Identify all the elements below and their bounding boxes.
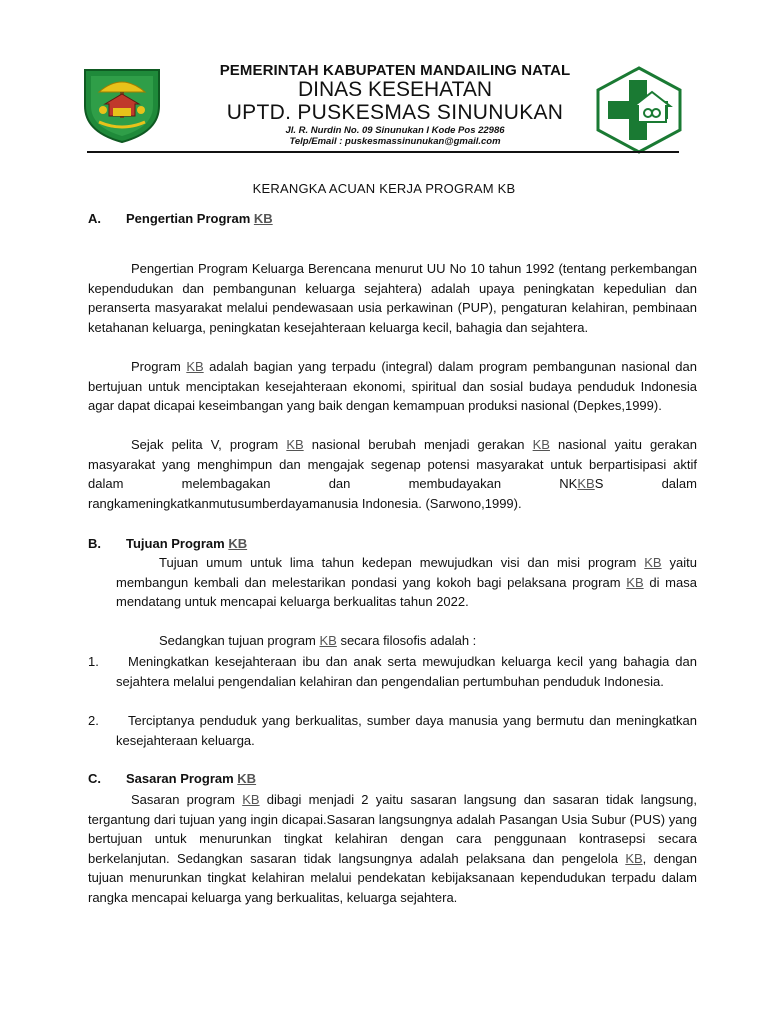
section-b-heading: B. Tujuan Program KB xyxy=(88,536,248,551)
header-institution: UPTD. PUSKESMAS SINUNUKAN xyxy=(226,101,564,124)
kb-link[interactable]: KB xyxy=(625,850,643,866)
mandailing-natal-crest-icon xyxy=(81,66,163,144)
section-a-paragraph-1: Pengertian Program Keluarga Berencana menurut UU No 10 tahun 1992 (tentang perkembangan kependudukan dan pembangunan keluarga sejahtera) adalah upaya peningkatan kepedulian dan peranserta masyarakat melalui pendewasaan usia perkawinan (PUP), pengaturan kelahiran, pembinaan ketahanan keluarga, peningkatan kesejahteraan keluarga kecil, bahagia dan sejahtera. xyxy=(88,261,697,335)
list-item: 1. Meningkatkan kesejahteraan ibu dan anak serta mewujudkan keluarga kecil yang bahagia dan sejahtera melalui pengendalian kelahiran dan pengendalian pertumbuhan penduduk Indonesia. xyxy=(88,654,697,689)
kb-link[interactable]: KB xyxy=(253,211,273,226)
kb-link[interactable]: KB xyxy=(644,555,662,570)
kb-link[interactable]: KB xyxy=(286,437,304,452)
kb-link[interactable]: KB xyxy=(228,536,248,551)
list-item: 2. Terciptanya penduduk yang berkualitas, sumber daya manusia yang bermutu dan meningkatkan kesejahteraan keluarga. xyxy=(88,713,697,748)
section-b-paragraph-2: Sedangkan tujuan program KB secara filosofis adalah : xyxy=(159,633,477,648)
section-a-paragraph-3: Sejak pelita V, program KB nasional berubah menjadi gerakan KB nasional yaitu gerakan masyarakat yang menghimpun dan mengajak segenap potensi masyarakat untuk berpartisipasi aktif dalam melembagakan dan membudayakan NKKBS dalam rangkameningkatkanmutusumberdayamanusia Indonesia. (Sarwono,1999). xyxy=(88,437,697,511)
header-contact: Telp/Email : puskesmassinunukan@gmail.com xyxy=(289,136,501,147)
kb-link[interactable]: KB xyxy=(319,633,337,648)
section-c-paragraph-1: Sasaran program KB dibagi menjadi 2 yaitu sasaran langsung dan sasaran tidak langsung, tergantung dari tujuan yang ingin dicapai.Sasaran langsungnya adalah Pasangan Usia Subur (PUS) yang bertujuan untuk menurunkan tingkat kelahiran dengan cara penggunaan kontrasepsi secara berkelanjutan. Sedangkan sasaran tidak langsungnya adalah pelaksana dan pengelola KB, dengan tujuan menurunkan tingkat kelahiran melalui pendekatan kebijaksanaan kependudukan terpadu dalam rangka mencapai keluarga yang berkualitas, keluarga sejahtera. xyxy=(88,792,697,905)
section-a-heading: A. Pengertian Program KB xyxy=(88,211,273,226)
section-c-heading: C. Sasaran Program KB xyxy=(88,771,257,786)
kb-link[interactable]: KB xyxy=(186,359,204,374)
document-title: KERANGKA ACUAN KERJA PROGRAM KB xyxy=(252,181,516,196)
section-b-paragraph-1: Tujuan umum untuk lima tahun kedepan mewujudkan visi dan misi program KB yaitu membangun kembali dan melestarikan pondasi yang kokoh bagi pelaksana program KB di masa mendatang untuk mencapai keluarga berkualitas tahun 2022. xyxy=(116,555,697,609)
section-a-paragraph-2: Program KB adalah bagian yang terpadu (integral) dalam program pembangunan nasional dan bertujuan untuk menciptakan kesejahteraan ekonomi, spiritual dan sosial budaya penduduk Indonesia agar dapat dicapai keseimbangan yang baik dengan kemampuan produksi nasional (Depkes,1999). xyxy=(88,359,697,413)
kb-link[interactable]: KB xyxy=(626,574,644,590)
header-department: DINAS KESEHATAN xyxy=(297,78,493,101)
header-government: PEMERINTAH KABUPATEN MANDAILING NATAL xyxy=(219,62,571,79)
kb-link[interactable]: KB xyxy=(577,476,595,491)
kb-link[interactable]: KB xyxy=(242,792,260,807)
kb-link[interactable]: KB xyxy=(532,437,550,452)
header-divider xyxy=(87,151,679,153)
kb-link[interactable]: KB xyxy=(237,771,257,786)
header-address: Jl. R. Nurdin No. 09 Sinunukan I Kode Pos 22986 xyxy=(285,125,505,136)
